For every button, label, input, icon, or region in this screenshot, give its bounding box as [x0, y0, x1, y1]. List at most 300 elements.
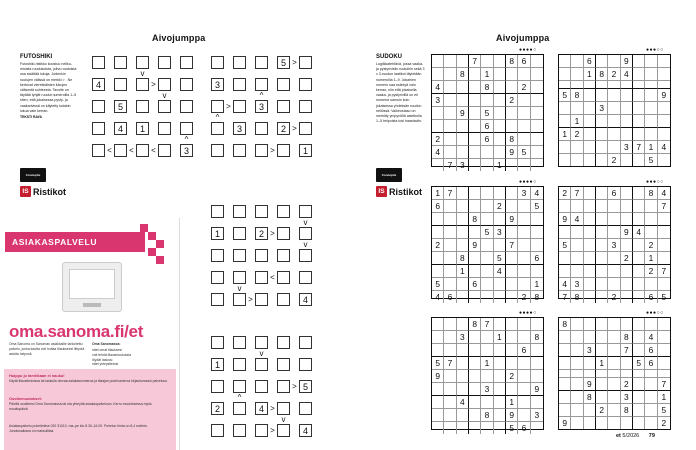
- sudoku-cell[interactable]: [506, 187, 518, 200]
- sudoku-cell[interactable]: [633, 331, 645, 344]
- sudoku-cell[interactable]: [559, 344, 571, 357]
- sudoku-cell[interactable]: [481, 291, 493, 303]
- sudoku-cell[interactable]: [494, 383, 506, 396]
- sudoku-cell[interactable]: 2: [608, 154, 620, 166]
- sudoku-cell[interactable]: 8: [571, 291, 583, 303]
- sudoku-cell[interactable]: [444, 81, 456, 94]
- sudoku-cell[interactable]: [608, 357, 620, 370]
- sudoku-cell[interactable]: [531, 422, 543, 434]
- sudoku-cell[interactable]: [584, 89, 596, 102]
- futoshiki-cell[interactable]: [277, 271, 290, 284]
- futoshiki-cell[interactable]: [299, 402, 312, 415]
- sudoku-cell[interactable]: [506, 344, 518, 357]
- sudoku-cell[interactable]: [469, 200, 481, 213]
- sudoku-cell[interactable]: 2: [494, 200, 506, 213]
- futoshiki-cell[interactable]: [233, 402, 246, 415]
- futoshiki-cell[interactable]: [255, 271, 268, 284]
- sudoku-cell[interactable]: [469, 133, 481, 146]
- sudoku-cell[interactable]: [531, 146, 543, 159]
- sudoku-cell[interactable]: [645, 318, 657, 331]
- sudoku-cell[interactable]: [481, 331, 493, 344]
- sudoku-cell[interactable]: [506, 265, 518, 278]
- sudoku-cell[interactable]: [621, 318, 633, 331]
- sudoku-cell[interactable]: 7: [658, 265, 670, 278]
- sudoku-cell[interactable]: [494, 94, 506, 107]
- sudoku-cell[interactable]: 3: [481, 383, 493, 396]
- sudoku-cell[interactable]: [584, 278, 596, 291]
- sudoku-cell[interactable]: [432, 213, 444, 226]
- sudoku-cell[interactable]: 2: [432, 239, 444, 252]
- sudoku-cell[interactable]: 4: [559, 278, 571, 291]
- futoshiki-cell[interactable]: [211, 56, 224, 69]
- sudoku-cell[interactable]: [481, 213, 493, 226]
- sudoku-cell[interactable]: [444, 239, 456, 252]
- sudoku-cell[interactable]: [432, 226, 444, 239]
- sudoku-cell[interactable]: [633, 154, 645, 166]
- sudoku-cell[interactable]: [494, 344, 506, 357]
- sudoku-cell[interactable]: [444, 370, 456, 383]
- futoshiki-cell[interactable]: 1: [211, 227, 224, 240]
- sudoku-cell[interactable]: [518, 200, 530, 213]
- sudoku-cell[interactable]: 4: [432, 291, 444, 303]
- sudoku-cell[interactable]: [457, 133, 469, 146]
- sudoku-cell[interactable]: [518, 318, 530, 331]
- sudoku-cell[interactable]: [608, 265, 620, 278]
- sudoku-cell[interactable]: 6: [518, 55, 530, 68]
- sudoku-cell[interactable]: 7: [658, 200, 670, 213]
- sudoku-cell[interactable]: [608, 141, 620, 154]
- sudoku-cell[interactable]: [621, 102, 633, 115]
- sudoku-cell[interactable]: [518, 331, 530, 344]
- sudoku-cell[interactable]: 3: [608, 239, 620, 252]
- sudoku-cell[interactable]: [531, 107, 543, 120]
- sudoku-cell[interactable]: [608, 81, 620, 89]
- sudoku-cell[interactable]: [432, 120, 444, 133]
- sudoku-cell[interactable]: [481, 200, 493, 213]
- sudoku-cell[interactable]: 9: [658, 89, 670, 102]
- sudoku-cell[interactable]: [559, 200, 571, 213]
- sudoku-cell[interactable]: [506, 383, 518, 396]
- sudoku-cell[interactable]: [457, 94, 469, 107]
- futoshiki-cell[interactable]: [136, 56, 149, 69]
- sudoku-cell[interactable]: 9: [531, 383, 543, 396]
- sudoku-cell[interactable]: [633, 128, 645, 141]
- sudoku-cell[interactable]: 8: [621, 404, 633, 417]
- sudoku-cell[interactable]: [518, 213, 530, 226]
- sudoku-cell[interactable]: [596, 226, 608, 239]
- futoshiki-cell[interactable]: [277, 336, 290, 349]
- sudoku-cell[interactable]: 1: [559, 128, 571, 141]
- sudoku-cell[interactable]: [457, 55, 469, 68]
- sudoku-cell[interactable]: [444, 422, 456, 434]
- futoshiki-cell[interactable]: [299, 100, 312, 113]
- sudoku-cell[interactable]: 5: [645, 154, 657, 166]
- sudoku-cell[interactable]: 1: [494, 159, 506, 171]
- futoshiki-cell[interactable]: [233, 336, 246, 349]
- sudoku-cell[interactable]: [645, 278, 657, 291]
- sudoku-cell[interactable]: 9: [584, 378, 596, 391]
- sudoku-cell[interactable]: [571, 391, 583, 404]
- sudoku-cell[interactable]: [571, 370, 583, 378]
- sudoku-cell[interactable]: [658, 252, 670, 265]
- sudoku-cell[interactable]: [444, 265, 456, 278]
- sudoku-cell[interactable]: 1: [645, 141, 657, 154]
- sudoku-cell[interactable]: 9: [559, 417, 571, 429]
- sudoku-cell[interactable]: [621, 200, 633, 213]
- sudoku-cell[interactable]: [457, 370, 469, 383]
- futoshiki-cell[interactable]: 4: [114, 122, 127, 135]
- sudoku-cell[interactable]: 2: [621, 252, 633, 265]
- sudoku-cell[interactable]: [506, 318, 518, 331]
- sudoku-cell[interactable]: [608, 417, 620, 429]
- futoshiki-cell[interactable]: [136, 100, 149, 113]
- sudoku-cell[interactable]: [559, 357, 571, 370]
- sudoku-cell[interactable]: [658, 115, 670, 128]
- sudoku-cell[interactable]: 6: [584, 55, 596, 68]
- sudoku-cell[interactable]: 4: [531, 187, 543, 200]
- futoshiki-cell[interactable]: [233, 78, 246, 91]
- sudoku-cell[interactable]: 4: [658, 187, 670, 200]
- futoshiki-cell[interactable]: [180, 56, 193, 69]
- sudoku-cell[interactable]: [531, 265, 543, 278]
- sudoku-cell[interactable]: [444, 383, 456, 396]
- sudoku-cell[interactable]: [531, 120, 543, 133]
- sudoku-cell[interactable]: [621, 187, 633, 200]
- futoshiki-cell[interactable]: [299, 78, 312, 91]
- sudoku-cell[interactable]: [633, 68, 645, 81]
- sudoku-cell[interactable]: [444, 344, 456, 357]
- futoshiki-cell[interactable]: [255, 424, 268, 437]
- sudoku-cell[interactable]: [633, 417, 645, 429]
- sudoku-cell[interactable]: [633, 265, 645, 278]
- sudoku-cell[interactable]: [608, 55, 620, 68]
- sudoku-cell[interactable]: [658, 278, 670, 291]
- futoshiki-cell[interactable]: 3: [211, 78, 224, 91]
- sudoku-cell[interactable]: [559, 252, 571, 265]
- sudoku-cell[interactable]: [571, 81, 583, 89]
- sudoku-cell[interactable]: [432, 331, 444, 344]
- sudoku-cell[interactable]: [531, 68, 543, 81]
- sudoku-cell[interactable]: [457, 226, 469, 239]
- futoshiki-cell[interactable]: 2: [211, 402, 224, 415]
- sudoku-cell[interactable]: [457, 422, 469, 434]
- sudoku-cell[interactable]: [494, 239, 506, 252]
- sudoku-cell[interactable]: 8: [596, 68, 608, 81]
- sudoku-cell[interactable]: [469, 68, 481, 81]
- sudoku-cell[interactable]: 5: [559, 239, 571, 252]
- sudoku-cell[interactable]: [571, 226, 583, 239]
- futoshiki-cell[interactable]: [277, 380, 290, 393]
- futoshiki-cell[interactable]: [277, 402, 290, 415]
- sudoku-cell[interactable]: [518, 265, 530, 278]
- futoshiki-cell[interactable]: [299, 205, 312, 218]
- futoshiki-cell[interactable]: [92, 56, 105, 69]
- futoshiki-cell[interactable]: [255, 144, 268, 157]
- sudoku-cell[interactable]: [432, 252, 444, 265]
- sudoku-cell[interactable]: [608, 331, 620, 344]
- sudoku-cell[interactable]: 4: [457, 396, 469, 409]
- sudoku-cell[interactable]: [494, 55, 506, 68]
- sudoku-cell[interactable]: 5: [506, 422, 518, 434]
- sudoku-cell[interactable]: [608, 278, 620, 291]
- sudoku-cell[interactable]: [469, 396, 481, 409]
- futoshiki-cell[interactable]: [211, 100, 224, 113]
- sudoku-cell[interactable]: 2: [571, 128, 583, 141]
- sudoku-cell[interactable]: [596, 154, 608, 166]
- sudoku-cell[interactable]: [531, 81, 543, 94]
- sudoku-cell[interactable]: [596, 391, 608, 404]
- sudoku-cell[interactable]: [596, 370, 608, 378]
- sudoku-cell[interactable]: 9: [457, 107, 469, 120]
- sudoku-cell[interactable]: 4: [432, 146, 444, 159]
- sudoku-cell[interactable]: [559, 404, 571, 417]
- futoshiki-cell[interactable]: 1: [136, 122, 149, 135]
- sudoku-cell[interactable]: [608, 252, 620, 265]
- sudoku-cell[interactable]: [518, 120, 530, 133]
- sudoku-cell[interactable]: 4: [645, 331, 657, 344]
- ad-url[interactable]: oma.sanoma.fi/et: [9, 322, 144, 341]
- sudoku-cell[interactable]: [584, 115, 596, 128]
- sudoku-cell[interactable]: [469, 383, 481, 396]
- sudoku-cell[interactable]: [481, 159, 493, 171]
- sudoku-cell[interactable]: [621, 370, 633, 378]
- sudoku-cell[interactable]: [621, 357, 633, 370]
- sudoku-cell[interactable]: [444, 252, 456, 265]
- sudoku-cell[interactable]: 5: [559, 89, 571, 102]
- sudoku-cell[interactable]: [469, 187, 481, 200]
- futoshiki-cell[interactable]: [277, 358, 290, 371]
- sudoku-cell[interactable]: 1: [457, 265, 469, 278]
- sudoku-cell[interactable]: 2: [645, 239, 657, 252]
- sudoku-cell[interactable]: [633, 370, 645, 378]
- sudoku-cell[interactable]: [608, 391, 620, 404]
- futoshiki-cell[interactable]: [277, 78, 290, 91]
- sudoku-cell[interactable]: [457, 344, 469, 357]
- sudoku-cell[interactable]: [469, 357, 481, 370]
- futoshiki-cell[interactable]: [277, 293, 290, 306]
- sudoku-cell[interactable]: [621, 291, 633, 303]
- futoshiki-cell[interactable]: [233, 249, 246, 262]
- sudoku-cell[interactable]: [506, 159, 518, 171]
- sudoku-cell[interactable]: [608, 213, 620, 226]
- sudoku-cell[interactable]: [444, 55, 456, 68]
- futoshiki-cell[interactable]: [158, 78, 171, 91]
- sudoku-cell[interactable]: 1: [645, 252, 657, 265]
- sudoku-cell[interactable]: 5: [481, 226, 493, 239]
- sudoku-cell[interactable]: 1: [531, 278, 543, 291]
- futoshiki-cell[interactable]: [299, 249, 312, 262]
- sudoku-cell[interactable]: 6: [645, 344, 657, 357]
- sudoku-cell[interactable]: [633, 404, 645, 417]
- futoshiki-cell[interactable]: [233, 380, 246, 393]
- sudoku-cell[interactable]: 1: [432, 187, 444, 200]
- sudoku-cell[interactable]: [559, 68, 571, 81]
- sudoku-cell[interactable]: [444, 120, 456, 133]
- sudoku-cell[interactable]: [584, 239, 596, 252]
- sudoku-cell[interactable]: [621, 265, 633, 278]
- sudoku-cell[interactable]: 8: [506, 133, 518, 146]
- sudoku-cell[interactable]: 6: [518, 344, 530, 357]
- sudoku-cell[interactable]: [469, 226, 481, 239]
- sudoku-cell[interactable]: 3: [531, 409, 543, 422]
- futoshiki-cell[interactable]: 2: [255, 227, 268, 240]
- sudoku-cell[interactable]: 3: [621, 141, 633, 154]
- sudoku-cell[interactable]: [633, 239, 645, 252]
- sudoku-cell[interactable]: 8: [534, 292, 540, 302]
- sudoku-cell[interactable]: [584, 200, 596, 213]
- sudoku-cell[interactable]: 8: [645, 187, 657, 200]
- sudoku-cell[interactable]: [531, 159, 543, 171]
- sudoku-cell[interactable]: [494, 357, 506, 370]
- sudoku-cell[interactable]: [621, 278, 633, 291]
- futoshiki-cell[interactable]: [158, 56, 171, 69]
- sudoku-cell[interactable]: [444, 396, 456, 409]
- sudoku-cell[interactable]: [457, 318, 469, 331]
- sudoku-cell[interactable]: [494, 409, 506, 422]
- sudoku-cell[interactable]: 8: [571, 89, 583, 102]
- sudoku-cell[interactable]: [571, 357, 583, 370]
- sudoku-cell[interactable]: [531, 55, 543, 68]
- sudoku-cell[interactable]: [608, 115, 620, 128]
- sudoku-cell[interactable]: [584, 404, 596, 417]
- sudoku-cell[interactable]: 9: [506, 146, 518, 159]
- sudoku-cell[interactable]: 3: [457, 159, 469, 171]
- sudoku-cell[interactable]: [457, 200, 469, 213]
- sudoku-cell[interactable]: [494, 396, 506, 409]
- sudoku-cell[interactable]: [531, 239, 543, 252]
- sudoku-cell[interactable]: [596, 265, 608, 278]
- sudoku-cell[interactable]: 4: [658, 141, 670, 154]
- sudoku-cell[interactable]: [584, 81, 596, 89]
- sudoku-cell[interactable]: [559, 81, 571, 89]
- sudoku-cell[interactable]: 1: [596, 357, 608, 370]
- sudoku-cell[interactable]: [571, 417, 583, 429]
- sudoku-cell[interactable]: [608, 128, 620, 141]
- sudoku-cell[interactable]: [658, 154, 670, 166]
- sudoku-cell[interactable]: [584, 128, 596, 141]
- sudoku-cell[interactable]: [584, 252, 596, 265]
- sudoku-cell[interactable]: [571, 404, 583, 417]
- sudoku-cell[interactable]: 9: [621, 226, 633, 239]
- sudoku-cell[interactable]: [469, 159, 481, 171]
- sudoku-cell[interactable]: 8: [506, 55, 518, 68]
- sudoku-cell[interactable]: [494, 291, 506, 303]
- futoshiki-cell[interactable]: [180, 122, 193, 135]
- futoshiki-cell[interactable]: [277, 205, 290, 218]
- futoshiki-cell[interactable]: [211, 249, 224, 262]
- sudoku-cell[interactable]: 2: [645, 265, 657, 278]
- sudoku-cell[interactable]: [633, 187, 645, 200]
- sudoku-cell[interactable]: [571, 378, 583, 391]
- sudoku-cell[interactable]: [457, 383, 469, 396]
- sudoku-cell[interactable]: 7: [658, 378, 670, 391]
- futoshiki-cell[interactable]: 3: [233, 122, 246, 135]
- futoshiki-cell[interactable]: 1: [299, 144, 312, 157]
- futoshiki-cell[interactable]: [158, 100, 171, 113]
- sudoku-cell[interactable]: [457, 120, 469, 133]
- sudoku-cell[interactable]: [432, 159, 444, 171]
- sudoku-cell[interactable]: [444, 107, 456, 120]
- sudoku-cell[interactable]: [494, 107, 506, 120]
- sudoku-cell[interactable]: 7: [506, 239, 518, 252]
- sudoku-cell[interactable]: [571, 141, 583, 154]
- sudoku-cell[interactable]: [494, 133, 506, 146]
- sudoku-cell[interactable]: [432, 55, 444, 68]
- sudoku-cell[interactable]: 8: [469, 213, 481, 226]
- sudoku-cell[interactable]: 6: [469, 278, 481, 291]
- sudoku-cell[interactable]: [506, 252, 518, 265]
- sudoku-cell[interactable]: [494, 213, 506, 226]
- sudoku-cell[interactable]: [571, 265, 583, 278]
- sudoku-cell[interactable]: [596, 417, 608, 429]
- sudoku-cell[interactable]: 7: [444, 159, 456, 171]
- sudoku-cell[interactable]: 2: [506, 94, 518, 107]
- futoshiki-cell[interactable]: [277, 144, 290, 157]
- sudoku-cell[interactable]: 1: [571, 115, 583, 128]
- futoshiki-cell[interactable]: [277, 100, 290, 113]
- sudoku-cell[interactable]: [481, 265, 493, 278]
- sudoku-cell[interactable]: [658, 128, 670, 141]
- sudoku-cell[interactable]: 4: [621, 68, 633, 81]
- futoshiki-cell[interactable]: [233, 424, 246, 437]
- sudoku-cell[interactable]: [469, 291, 481, 303]
- futoshiki-cell[interactable]: [114, 144, 127, 157]
- sudoku-cell[interactable]: [494, 278, 506, 291]
- sudoku-cell[interactable]: [559, 55, 571, 68]
- sudoku-cell[interactable]: 5: [658, 404, 670, 417]
- sudoku-cell[interactable]: [457, 291, 469, 303]
- sudoku-cell[interactable]: [596, 115, 608, 128]
- sudoku-cell[interactable]: [518, 357, 530, 370]
- sudoku-cell[interactable]: [633, 55, 645, 68]
- sudoku-cell[interactable]: [518, 159, 530, 171]
- sudoku-cell[interactable]: [596, 187, 608, 200]
- sudoku-cell[interactable]: 9: [621, 55, 633, 68]
- sudoku-cell[interactable]: [494, 422, 506, 434]
- futoshiki-cell[interactable]: 5: [277, 56, 290, 69]
- sudoku-cell[interactable]: 6: [645, 291, 657, 303]
- futoshiki-cell[interactable]: 4: [255, 402, 268, 415]
- sudoku-cell[interactable]: [559, 115, 571, 128]
- futoshiki-cell[interactable]: 4: [299, 293, 312, 306]
- sudoku-cell[interactable]: 2: [596, 404, 608, 417]
- sudoku-cell[interactable]: [571, 344, 583, 357]
- sudoku-cell[interactable]: 6: [481, 120, 493, 133]
- sudoku-cell[interactable]: [531, 94, 543, 107]
- sudoku-cell[interactable]: [444, 94, 456, 107]
- sudoku-cell[interactable]: [596, 239, 608, 252]
- sudoku-cell[interactable]: [481, 278, 493, 291]
- sudoku-cell[interactable]: [633, 102, 645, 115]
- sudoku-cell[interactable]: [645, 55, 657, 68]
- futoshiki-cell[interactable]: [233, 100, 246, 113]
- futoshiki-cell[interactable]: [92, 100, 105, 113]
- sudoku-cell[interactable]: [645, 417, 657, 429]
- sudoku-cell[interactable]: [608, 200, 620, 213]
- sudoku-cell[interactable]: [608, 404, 620, 417]
- sudoku-cell[interactable]: 6: [645, 357, 657, 370]
- sudoku-cell[interactable]: [571, 252, 583, 265]
- sudoku-cell[interactable]: [645, 115, 657, 128]
- sudoku-cell[interactable]: [596, 278, 608, 291]
- sudoku-cell[interactable]: [596, 318, 608, 331]
- sudoku-cell[interactable]: [506, 357, 518, 370]
- futoshiki-cell[interactable]: [233, 205, 246, 218]
- sudoku-cell[interactable]: [494, 68, 506, 81]
- sudoku-cell[interactable]: [469, 409, 481, 422]
- sudoku-cell[interactable]: [494, 318, 506, 331]
- sudoku-cell[interactable]: [621, 128, 633, 141]
